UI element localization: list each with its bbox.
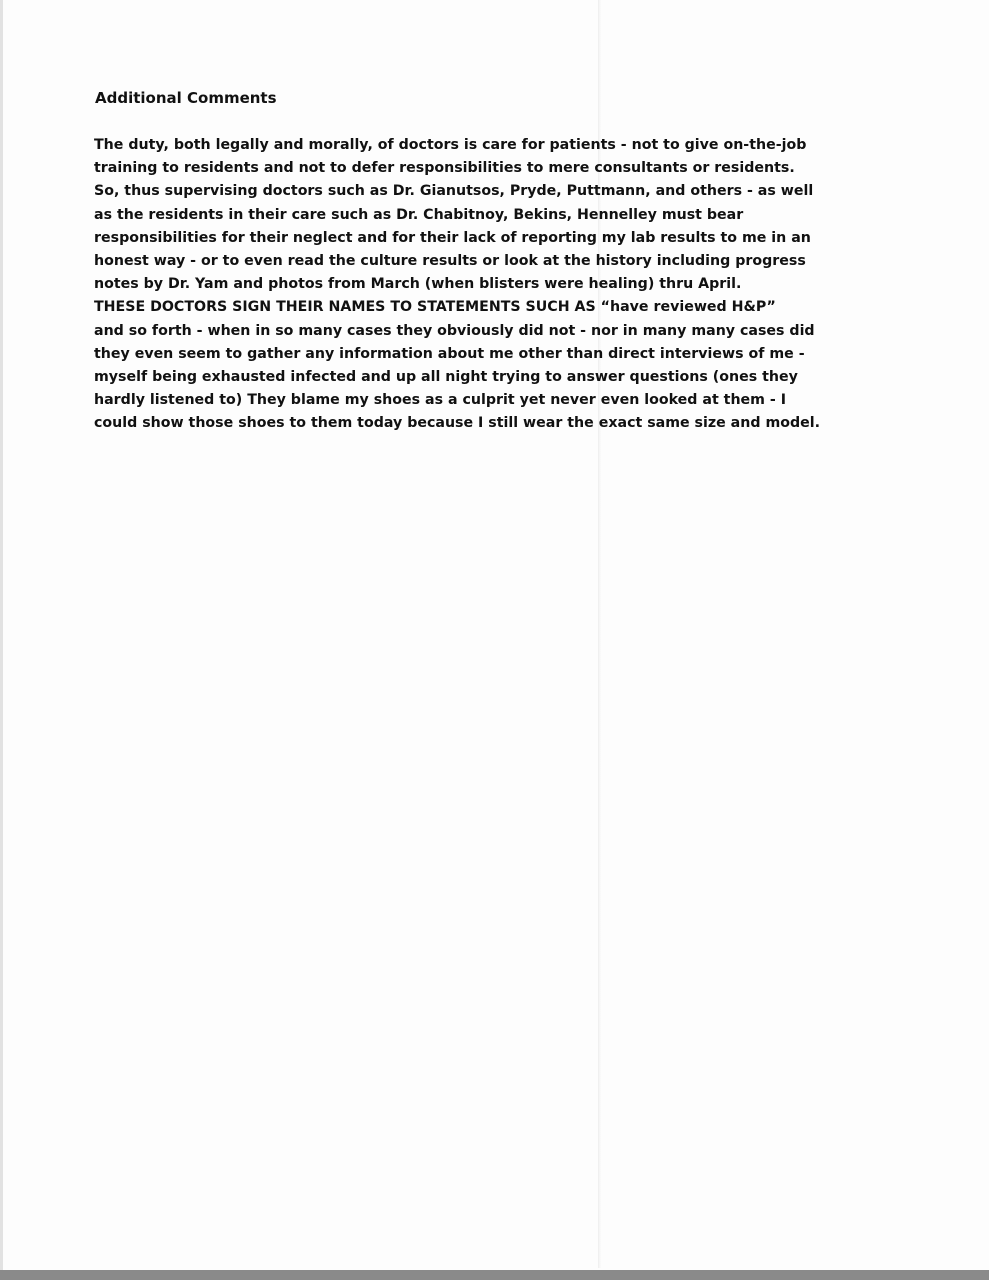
- comment-body: [94, 134, 924, 436]
- text-line: and so forth - when in so many cases they obviously did not - nor in many many cases did: [94, 322, 815, 339]
- text-line: notes by Dr. Yam and photos from March (when blisters were healing) thru April.: [94, 276, 742, 293]
- text-line: myself being exhausted infected and up all night trying to answer questions (ones they: [94, 369, 798, 386]
- text-line: as the residents in their care such as Dr. Chabitnoy, Bekins, Hennelley must bear: [94, 206, 744, 223]
- text-line: could show those shoes to them today because I still wear the exact same size and model.: [94, 415, 821, 432]
- text-line: So, thus supervising doctors such as Dr. Gianutsos, Pryde, Puttmann, and others - as well: [94, 183, 814, 200]
- text-line: responsibilities for their neglect and for their lack of reporting my lab results to me in an: [94, 229, 811, 246]
- text-line: honest way - or to even read the culture results or look at the history including progress: [94, 253, 806, 270]
- scan-edge-bottom: [0, 1270, 989, 1280]
- scan-edge-left: [0, 0, 3, 1270]
- text-line: THESE DOCTORS SIGN THEIR NAMES TO STATEMENTS SUCH AS “have reviewed H&P”: [94, 299, 776, 316]
- section-heading: Additional Comments: [95, 89, 277, 107]
- text-line: training to residents and not to defer responsibilities to mere consultants or residents.: [94, 160, 795, 177]
- text-line: The duty, both legally and morally, of doctors is care for patients - not to give on-the-job: [94, 137, 807, 153]
- text-line: they even seem to gather any information about me other than direct interviews of me -: [94, 345, 805, 362]
- text-line: hardly listened to) They blame my shoes as a culprit yet never even looked at them - I: [94, 392, 787, 409]
